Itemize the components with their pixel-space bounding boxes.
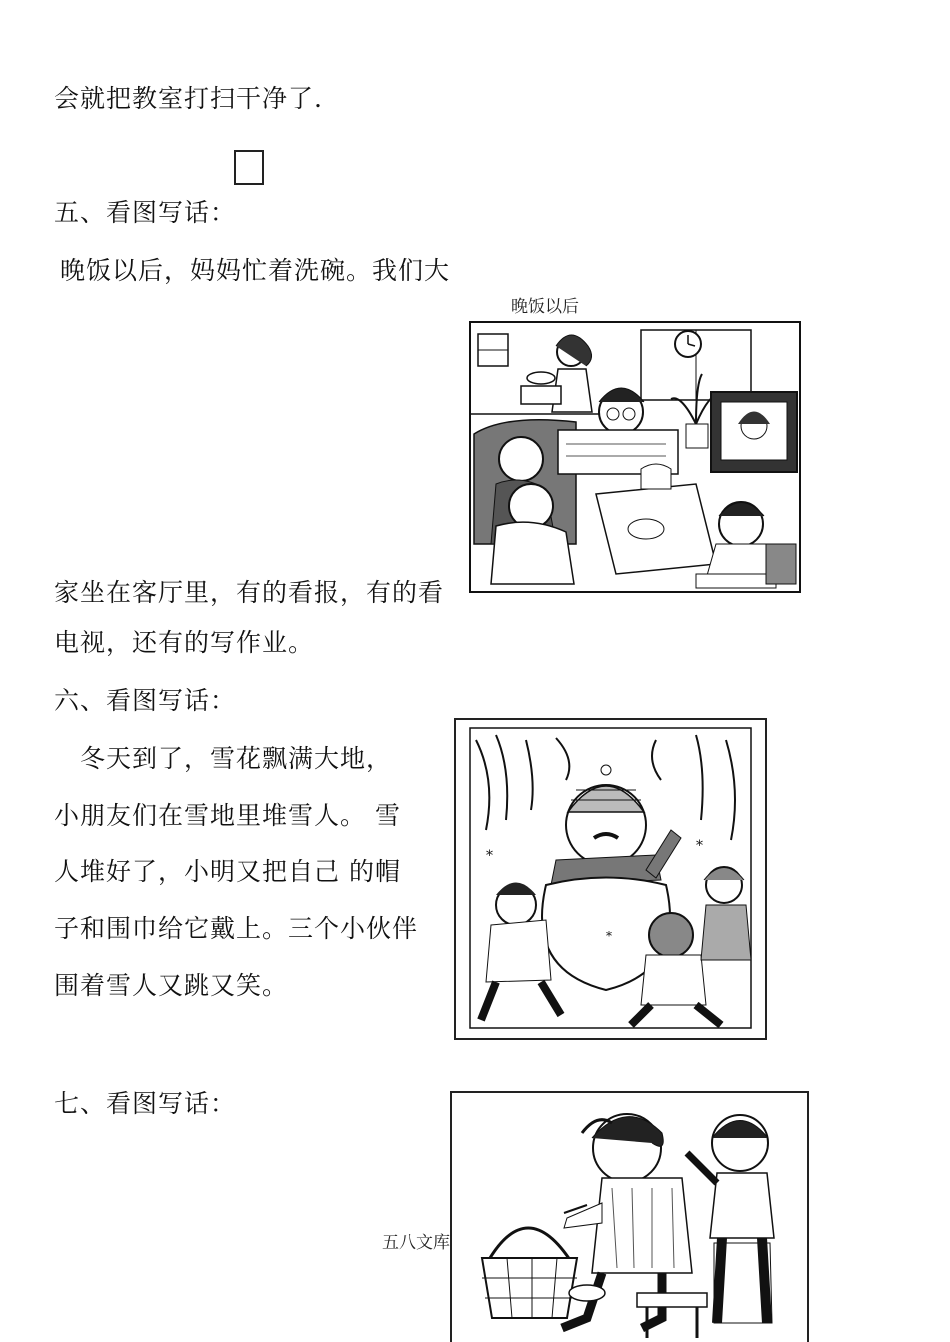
snowman-drawing (456, 720, 765, 1038)
grandpa-drawing (452, 1093, 807, 1342)
svg-text:*: * (696, 838, 703, 854)
section6-text-line1: 冬天到了，雪花飘满大地， (80, 744, 393, 773)
section5-text-line3: 电视，还有的写作业。 (54, 628, 315, 657)
section6-text-line3: 人堆好了，小明又把自己 的帽 (54, 857, 401, 886)
section7-heading: 七、看图写话： (54, 1089, 237, 1118)
dinner-illustration-drawing (466, 294, 804, 596)
svg-text:*: * (606, 929, 612, 943)
section5-heading: 五、看图写话： (54, 198, 237, 227)
picture-caption: 晚饭以后 (511, 297, 579, 317)
snowman-illustration (454, 718, 767, 1040)
section6-text-line5: 围着雪人又跳又笑。 (54, 971, 289, 1000)
answer-box[interactable] (234, 150, 264, 185)
section6-text-line4: 子和围巾给它戴上。三个小伙伴 (54, 914, 419, 943)
dinner-living-room-illustration (466, 294, 804, 596)
section6-text-line2: 小朋友们在雪地里堆雪人。 雪 (54, 801, 401, 830)
passage-tail-line: 会就把教室打扫干净了. (54, 84, 323, 113)
section5-text-line2: 家坐在客厅里，有的看报，有的看 (54, 578, 445, 607)
svg-text:*: * (486, 848, 493, 864)
section6-heading: 六、看图写话： (54, 686, 237, 715)
grandpa-and-child-illustration (450, 1091, 809, 1342)
section5-text-line1: 晚饭以后，妈妈忙着洗碗。我们大 (60, 256, 451, 285)
footer-source-label: 五八文库 (382, 1233, 450, 1253)
